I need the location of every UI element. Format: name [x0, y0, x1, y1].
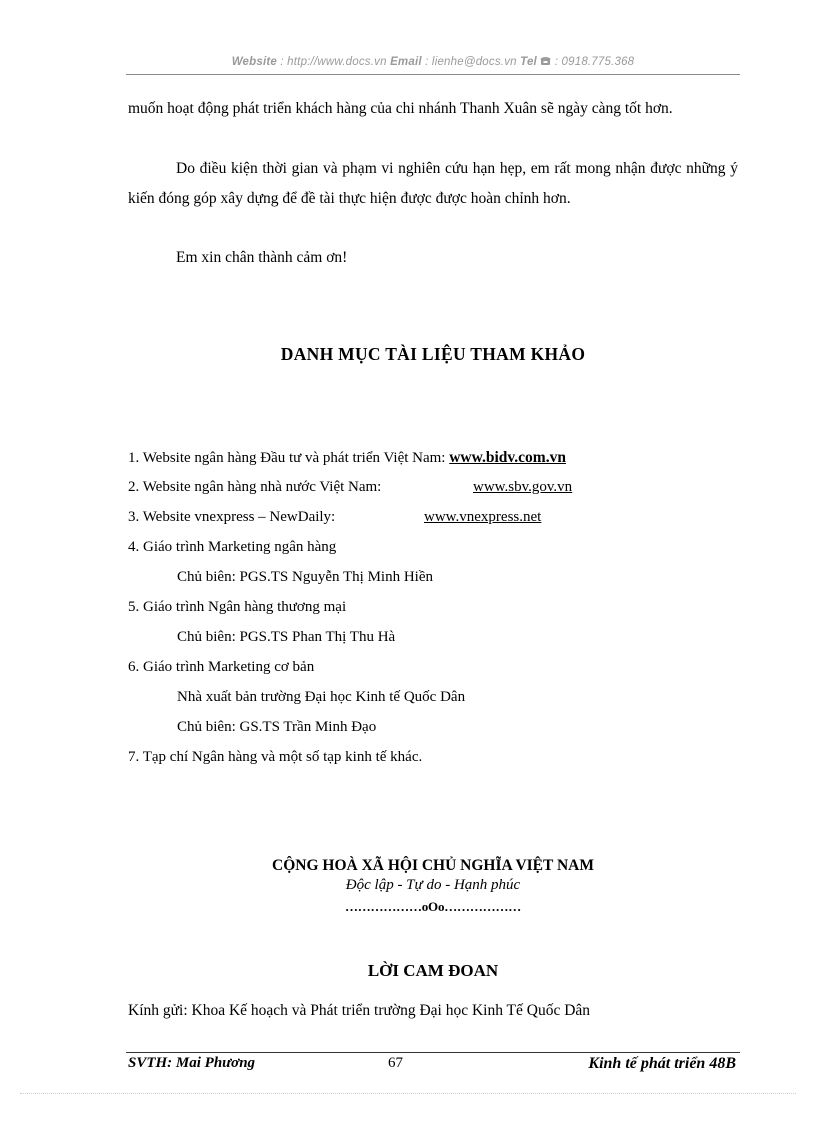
reference-item-6-publisher: Nhà xuất bản trường Đại học Kinh tế Quốc Dân — [177, 689, 466, 705]
reference-item-6: 6. Giáo trình Marketing cơ bản — [128, 659, 315, 675]
tel-label: Tel — [520, 56, 537, 68]
reference-item-7: 7. Tạp chí Ngân hàng và một số tạp kinh tế khác. — [128, 749, 423, 765]
phone-icon — [540, 56, 551, 66]
paragraph-2: Do điều kiện thời gian và phạm vi nghiên cứu hạn hẹp, em rất mong nhận được những ý kiến đóng góp xây dựng để đề tài thực hiện được được hoàn chỉnh hơn. — [128, 160, 738, 207]
reference-item-1 — [128, 449, 566, 467]
reference-link-sbv[interactable]: www.sbv.gov.vn — [473, 479, 573, 495]
footer-student: SVTH: Mai Phương — [128, 1055, 256, 1071]
reference-link-vnexpress[interactable]: www.vnexpress.net — [424, 509, 542, 525]
page-number: 67 — [388, 1055, 403, 1071]
reference-item-3 — [128, 509, 542, 526]
footer-class: Kinh tế phát triển 48B — [588, 1055, 736, 1072]
reference-item-6-editor: Chủ biên: GS.TS Trần Minh Đạo — [177, 719, 377, 735]
page-footer — [126, 1055, 740, 1077]
website-label: Website — [231, 56, 277, 68]
reference-text: 2. Website ngân hàng nhà nước Việt Nam: — [128, 479, 382, 495]
declaration-greeting: Kính gửi: Khoa Kế hoạch và Phát triển trường Đại học Kinh Tế Quốc Dân — [128, 1002, 591, 1019]
declaration-title: LỜI CAM ĐOAN — [367, 961, 499, 980]
website-value: : http://www.docs.vn — [277, 56, 391, 68]
page-bottom-border — [20, 1093, 796, 1094]
email-value: : lienhe@docs.vn — [421, 56, 521, 68]
reference-item-4-editor: Chủ biên: PGS.TS Nguyễn Thị Minh Hiền — [177, 569, 433, 585]
reference-item-5: 5. Giáo trình Ngân hàng thương mại — [128, 599, 347, 615]
tel-value: : 0918.775.368 — [551, 56, 635, 68]
reference-text: 3. Website vnexpress – NewDaily: — [128, 509, 336, 525]
reference-item-5-editor: Chủ biên: PGS.TS Phan Thị Thu Hà — [177, 629, 396, 645]
reference-item-4: 4. Giáo trình Marketing ngân hàng — [128, 539, 337, 555]
page-header — [126, 56, 740, 68]
reference-text: 1. Website ngân hàng Đầu tư và phát triển Việt Nam: — [128, 450, 450, 466]
reference-item-2 — [128, 479, 573, 496]
national-motto: Độc lập - Tự do - Hạnh phúc — [345, 877, 521, 893]
header-divider — [126, 74, 740, 75]
paragraph-3: Em xin chân thành cảm ơn! — [176, 249, 348, 266]
email-label: Email — [390, 56, 422, 68]
reference-link-bidv[interactable]: www.bidv.com.vn — [449, 449, 566, 466]
footer-divider — [126, 1052, 740, 1053]
paragraph-1: muốn hoạt động phát triển khách hàng của chi nhánh Thanh Xuân sẽ ngày càng tốt hơn. — [128, 100, 673, 117]
national-title: CỘNG HOÀ XÃ HỘI CHỦ NGHĨA VIỆT NAM — [272, 857, 594, 874]
national-separator: ………………oOo……………… — [344, 899, 522, 914]
references-title: DANH MỤC TÀI LIỆU THAM KHẢO — [280, 344, 586, 364]
